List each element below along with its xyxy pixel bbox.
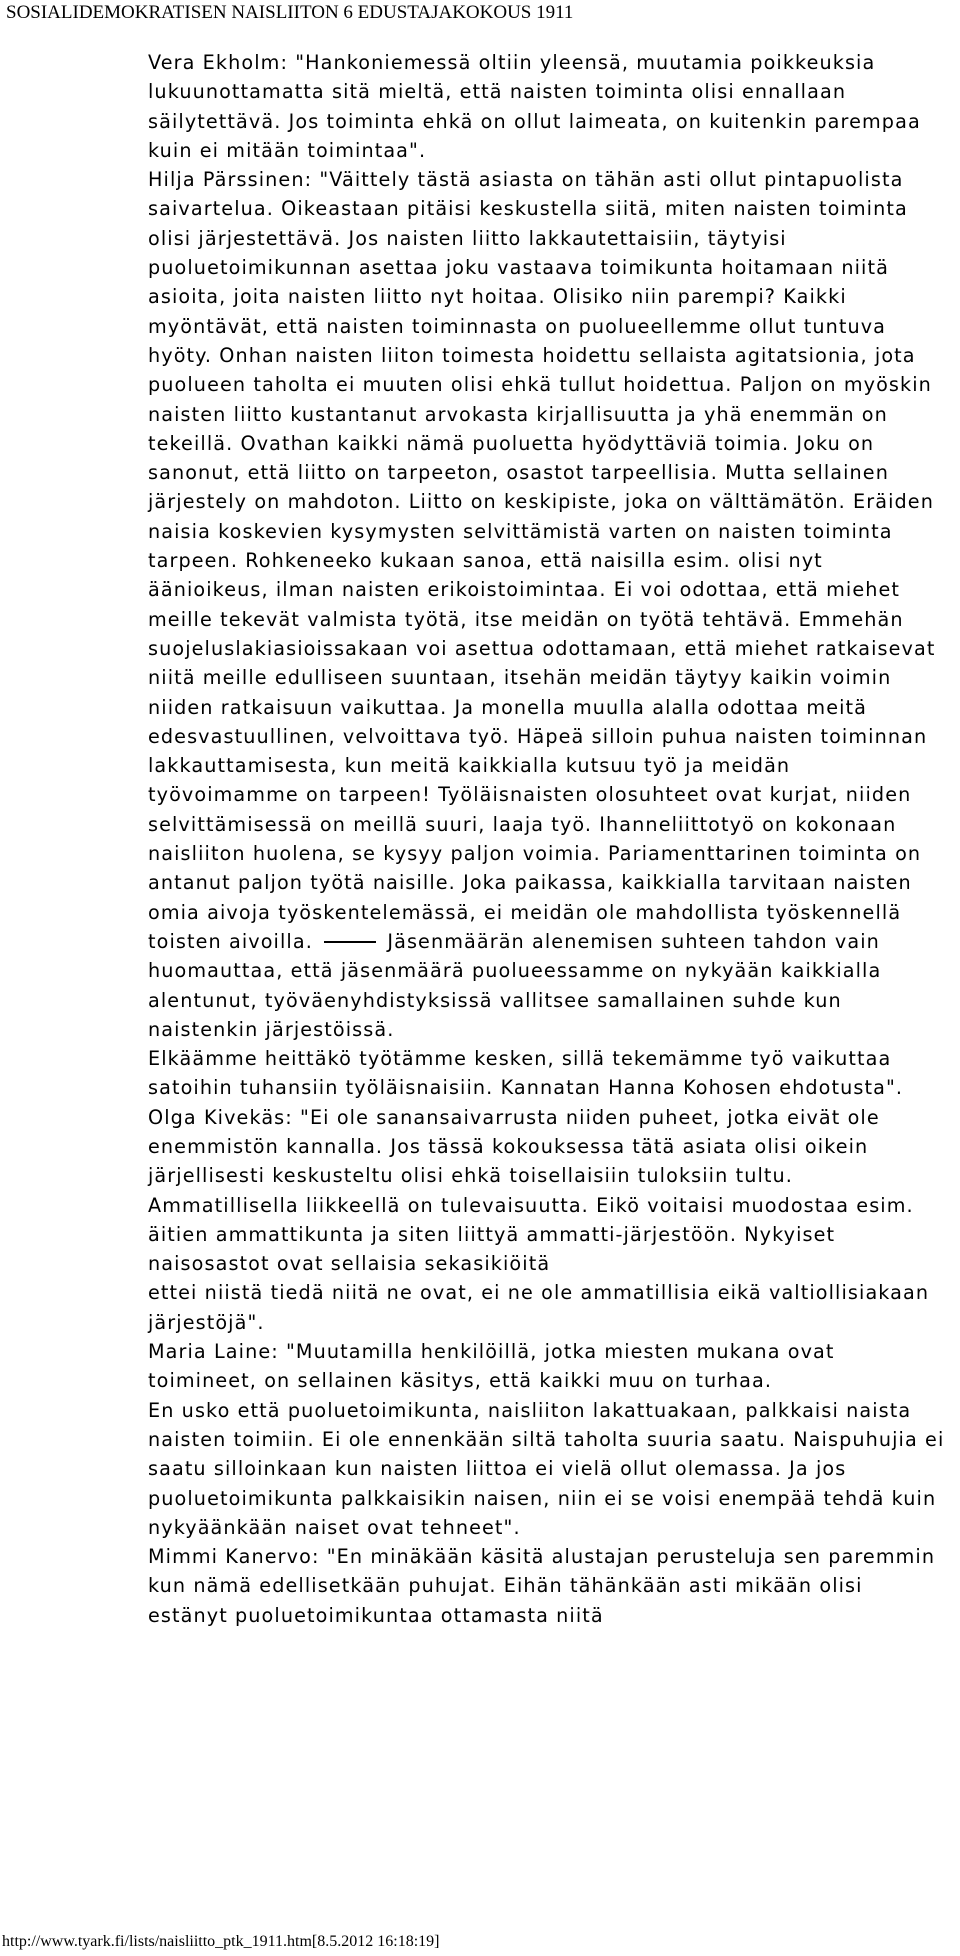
paragraph-elkaamme: Elkäämme heittäkö työtämme kesken, sillä tekemämme työ vaikuttaa satoihin tuhansiin työläisnaisiin. Kannatan Hanna Kohosen ehdotusta".	[148, 1047, 904, 1100]
paragraph-mimmi-kanervo: Mimmi Kanervo: "En minäkään käsitä alustajan perusteluja sen paremmin kun nämä edellisetkään puhujat. Eihän tähänkään asti mikään olisi estänyt puoluetoimikuntaa ottamasta niitä	[148, 1545, 936, 1627]
paragraph-olga-kivekas-continued: ettei niistä tiedä niitä ne ovat, ei ne ole ammatillisia eikä valtiollisiakaan järjestöjä".	[148, 1281, 930, 1334]
paragraph-hilja-parssinen-continued: Jäsenmäärän alenemisen suhteen tahdon vain huomauttaa, että jäsenmäärä puolueessamme on nykyään kaikkialla alentunut, työväenyhdistyksissä vallitsee samallainen suhde kun naistenkin järjestöissä.	[148, 929, 882, 1041]
paragraph-maria-laine-continued: En usko että puoluetoimikunta, naisliiton lakattuakaan, palkkaisi naista naisten toimiin. Ei ole ennenkään siltä taholta suuria saatu. Naispuhujia ei saatu silloinkaan kun naisten liittoa ei vielä ollut olemassa. Ja jos puoluetoimikunta palkkaisikin naisen, niin ei se voisi enempää tehdä kuin nykyäänkään naiset ovat tehneet".	[148, 1398, 945, 1539]
paragraph-maria-laine: Maria Laine: "Muutamilla henkilöillä, jotka miesten mukana ovat toimineet, on sellainen käsitys, että kaikki muu on turhaa.	[148, 1340, 835, 1393]
em-dash-rule	[324, 941, 376, 943]
paragraph-hilja-parssinen	[148, 165, 948, 1044]
document-body	[148, 48, 948, 1630]
source-url-footer: http://www.tyark.fi/lists/naisliitto_ptk_1911.htm[8.5.2012 16:18:19]	[2, 1933, 440, 1950]
page-header: SOSIALIDEMOKRATISEN NAISLIITON 6 EDUSTAJAKOKOUS 1911	[6, 2, 574, 23]
paragraph-olga-kivekas: Olga Kivekäs: "Ei ole sanansaivarrusta niiden puheet, jotka eivät ole enemmistön kannalla. Jos tässä kokouksessa tätä asiata olisi oikein järjellisesti keskusteltu olisi ehkä toisellaisiin tuloksiin tultu. Ammatillisella liikkeellä on tulevaisuutta. Eikö voitaisi muodostaa esim. äitien ammattikunta ja siten liittyä ammatti-järjestöön. Nykyiset naisosastot ovat sellaisia sekasikiöitä	[148, 1105, 914, 1276]
paragraph-hilja-parssinen-text: Hilja Pärssinen: "Väittely tästä asiasta on tähän asti ollut pintapuolista saivartelua. Oikeastaan pitäisi keskustella siitä, miten naisten toiminta olisi järjestettävä. Jos naisten liitto lakkautettaisiin, täytyisi puoluetoimikunnan asettaa joku vastaava toimikunta hoitamaan niitä asioita, joita naisten liitto nyt hoitaa. Olisiko niin parempi? Kaikki myöntävät, että naisten toiminnasta on puolueellemme ollut tuntuva hyöty. Onhan naisten liiton toimesta hoidettu sellaista agitatsionia, jota puolueen taholta ei muuten olisi ehkä tullut hoidettua. Paljon on myöskin naisten liitto kustantanut arvokasta kirjallisuutta ja yhä enemmän on tekeillä. Ovathan kaikki nämä puoluetta hyödyttäviä toimia. Joku on sanonut, että liitto on tarpeeton, osastot tarpeellisia. Mutta sellainen järjestely on mahdoton. Liitto on keskipiste, joka on välttämätön. Eräiden naisia koskevien kysymysten selvittämistä varten on naisten toiminta tarpeen. Rohkeneeko kukaan sanoa, että naisilla esim. olisi nyt äänioikeus, ilman naisten erikoistoimintaa. Ei voi odottaa, että miehet meille tekevät valmista työtä, itse meidän on työtä tehtävä. Emmehän suojeluslakiasioissakaan voi asettua odottamaan, että miehet ratkaisevat niitä meille edulliseen suuntaan, itsehän meidän täytyy kaikin voimin niiden ratkaisuun vaikuttaa. Ja monella muulla alalla odottaa meitä edesvastuullinen, velvoittava työ. Häpeä silloin puhua naisten toiminnan lakkauttamisesta, kun meitä kaikkialla kutsuu työ ja meidän työvoimamme on tarpeen! Työläisnaisten olosuhteet ovat kurjat, niiden selvittämisessä on meillä suuri, laaja työ. Ihanneliittotyö on kokonaan naisliiton huolena, se kysyy paljon voimia. Pariamenttarinen toiminta on antanut paljon työtä naisille. Joka paikassa, kaikkialla tarvitaan naisten omia aivoja työskentelemässä, ei meidän ole mahdollista työskennellä toisten aivoilla.	[148, 168, 936, 953]
paragraph-vera-ekholm: Vera Ekholm: "Hankoniemessä oltiin yleensä, muutamia poikkeuksia lukuunottamatta sitä mieltä, että naisten toiminta olisi ennallaan säilytettävä. Jos toiminta ehkä on ollut laimeata, on kuitenkin parempaa kuin ei mitään toimintaa".	[148, 51, 921, 162]
